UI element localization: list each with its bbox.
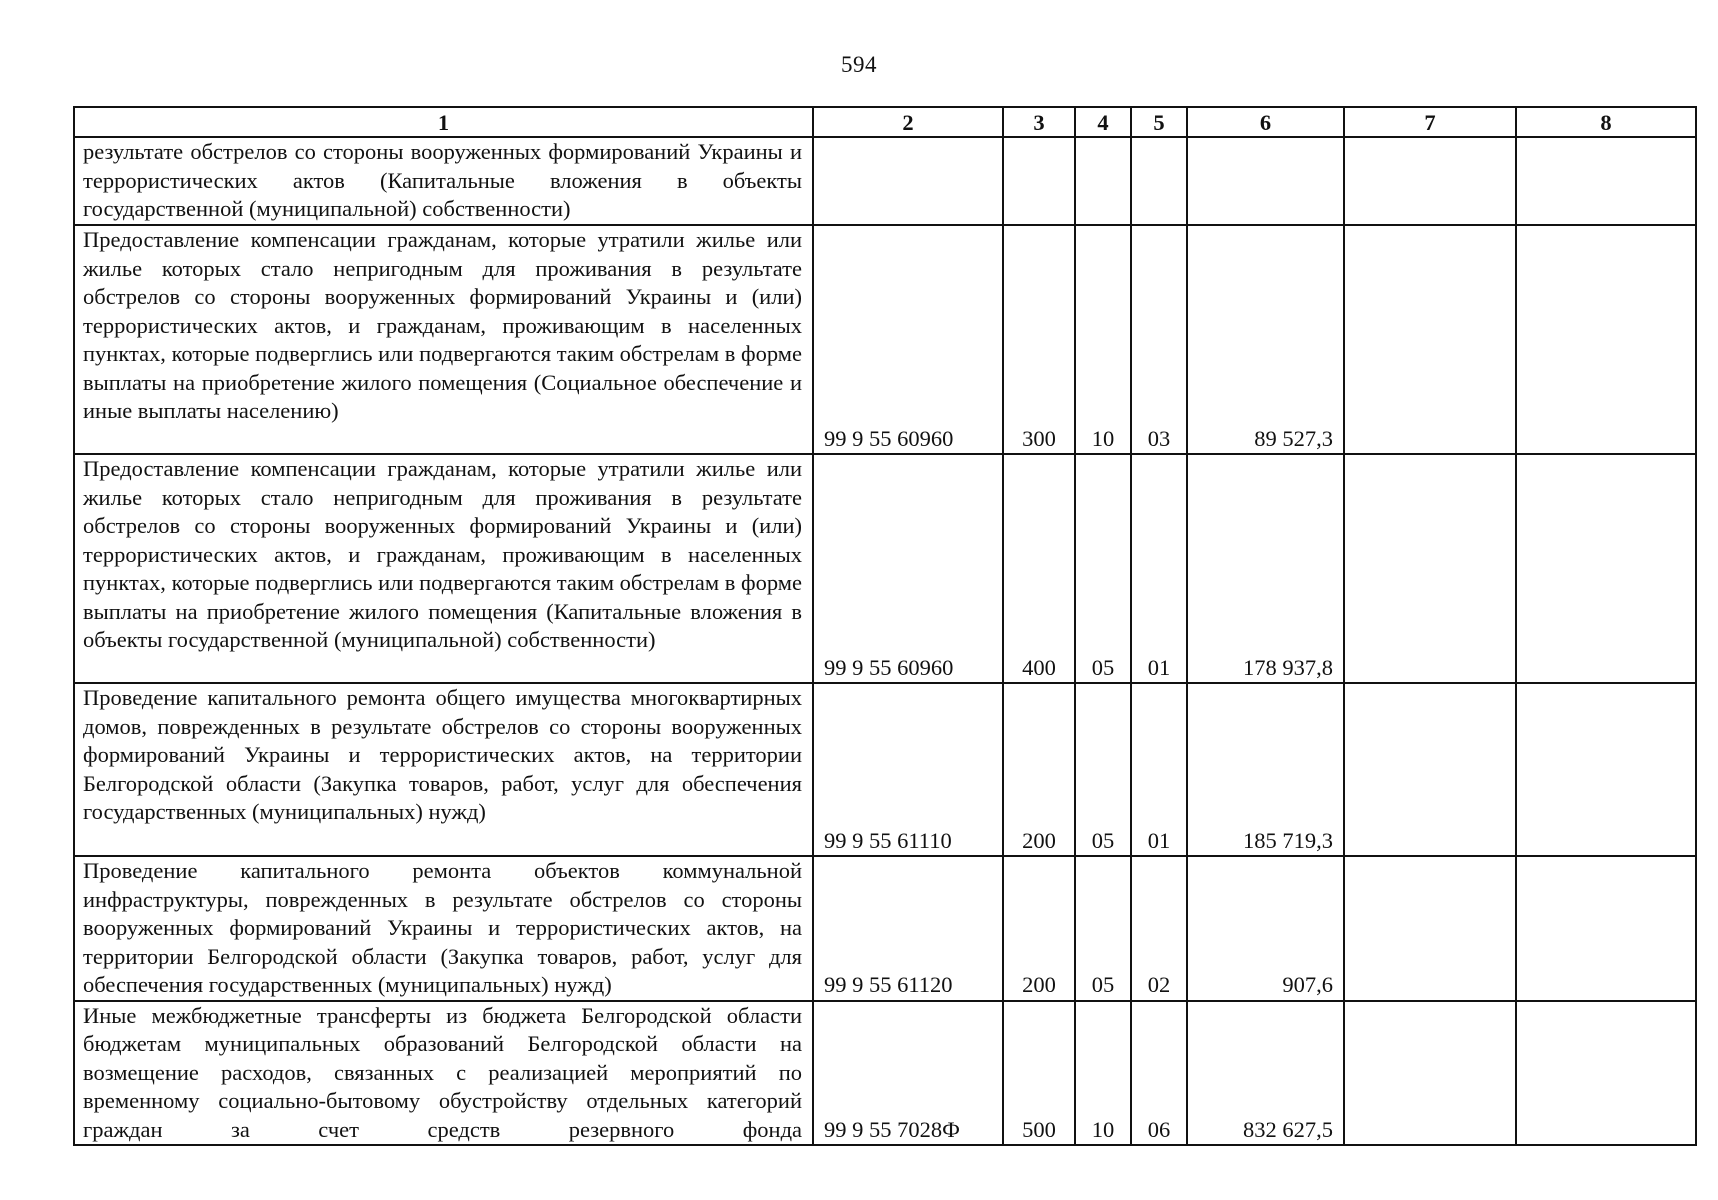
row-description: Проведение капитального ремонта общего имущества многоквартирных домов, поврежденных в результате обстрелов со стороны вооруженных формирований Украины и террористических актов, на территории Белгородской области (Закупка товаров, работ, услуг для обеспечения государственных (муниципальных) нужд) xyxy=(74,683,813,856)
row-col-7 xyxy=(1344,225,1516,454)
row-description: Предоставление компенсации гражданам, которые утратили жилье или жилье которых стало непригодным для проживания в результате обстрелов со стороны вооруженных формирований Украины и (или) террористических актов, и гражданам, проживающим в населенных пунктах, которые подверглись или подвергаются таким обстрелам в форме выплаты на приобретение жилого помещения (Капитальные вложения в объекты государственной (муниципальной) собственности) xyxy=(74,454,813,683)
row-section: 05 xyxy=(1075,683,1131,856)
page-number: 594 xyxy=(841,52,877,77)
row-subsection: 02 xyxy=(1131,856,1187,1001)
table-row xyxy=(74,225,1696,454)
row-expense-type: 200 xyxy=(1003,856,1075,1001)
table-header-row xyxy=(74,107,1696,137)
row-description: Иные межбюджетные трансферты из бюджета Белгородской области бюджетам муниципальных образований Белгородской области на возмещение расходов, связанных с реализацией мероприятий по временному социально-бытовому обустройству отдельных категорий граждан за счет средств резервного фонда xyxy=(74,1001,813,1146)
row-col-8 xyxy=(1516,137,1696,225)
row-col-7 xyxy=(1344,454,1516,683)
row-expense-type: 500 xyxy=(1003,1001,1075,1146)
row-col-8 xyxy=(1516,225,1696,454)
row-col-7 xyxy=(1344,137,1516,225)
row-target-code xyxy=(813,137,1003,225)
table-row xyxy=(74,1001,1696,1146)
header-col-3: 3 xyxy=(1003,107,1075,137)
header-col-4: 4 xyxy=(1075,107,1131,137)
header-col-8: 8 xyxy=(1516,107,1696,137)
row-col-7 xyxy=(1344,683,1516,856)
row-amount xyxy=(1187,137,1344,225)
row-expense-type: 200 xyxy=(1003,683,1075,856)
budget-table xyxy=(73,106,1697,1146)
row-col-7 xyxy=(1344,856,1516,1001)
row-amount: 832 627,5 xyxy=(1187,1001,1344,1146)
row-section: 05 xyxy=(1075,454,1131,683)
row-amount: 907,6 xyxy=(1187,856,1344,1001)
row-expense-type xyxy=(1003,137,1075,225)
header-col-2: 2 xyxy=(813,107,1003,137)
row-section xyxy=(1075,137,1131,225)
row-target-code: 99 9 55 61120 xyxy=(813,856,1003,1001)
row-expense-type: 400 xyxy=(1003,454,1075,683)
row-target-code: 99 9 55 60960 xyxy=(813,225,1003,454)
row-target-code: 99 9 55 61110 xyxy=(813,683,1003,856)
header-col-7: 7 xyxy=(1344,107,1516,137)
row-section: 10 xyxy=(1075,225,1131,454)
row-col-8 xyxy=(1516,1001,1696,1146)
table-row xyxy=(74,856,1696,1001)
row-target-code: 99 9 55 60960 xyxy=(813,454,1003,683)
table-row xyxy=(74,683,1696,856)
row-section: 05 xyxy=(1075,856,1131,1001)
row-subsection: 01 xyxy=(1131,683,1187,856)
row-expense-type: 300 xyxy=(1003,225,1075,454)
row-description: Проведение капитального ремонта объектов коммунальной инфраструктуры, поврежденных в результате обстрелов со стороны вооруженных формирований Украины и террористических актов, на территории Белгородской области (Закупка товаров, работ, услуг для обеспечения государственных (муниципальных) нужд) xyxy=(74,856,813,1001)
row-amount: 89 527,3 xyxy=(1187,225,1344,454)
row-target-code: 99 9 55 7028Ф xyxy=(813,1001,1003,1146)
row-col-7 xyxy=(1344,1001,1516,1146)
table-row xyxy=(74,454,1696,683)
row-amount: 178 937,8 xyxy=(1187,454,1344,683)
row-subsection xyxy=(1131,137,1187,225)
row-col-8 xyxy=(1516,856,1696,1001)
header-col-1: 1 xyxy=(74,107,813,137)
row-amount: 185 719,3 xyxy=(1187,683,1344,856)
row-subsection: 03 xyxy=(1131,225,1187,454)
header-col-6: 6 xyxy=(1187,107,1344,137)
row-description: Предоставление компенсации гражданам, которые утратили жилье или жилье которых стало непригодным для проживания в результате обстрелов со стороны вооруженных формирований Украины и (или) террористических актов, и гражданам, проживающим в населенных пунктах, которые подверглись или подвергаются таким обстрелам в форме выплаты на приобретение жилого помещения (Социальное обеспечение и иные выплаты населению) xyxy=(74,225,813,454)
header-col-5: 5 xyxy=(1131,107,1187,137)
table-row xyxy=(74,137,1696,225)
row-col-8 xyxy=(1516,683,1696,856)
row-col-8 xyxy=(1516,454,1696,683)
row-section: 10 xyxy=(1075,1001,1131,1146)
row-subsection: 01 xyxy=(1131,454,1187,683)
row-description: результате обстрелов со стороны вооруженных формирований Украины и террористических актов (Капитальные вложения в объекты государственной (муниципальной) собственности) xyxy=(74,137,813,225)
row-subsection: 06 xyxy=(1131,1001,1187,1146)
